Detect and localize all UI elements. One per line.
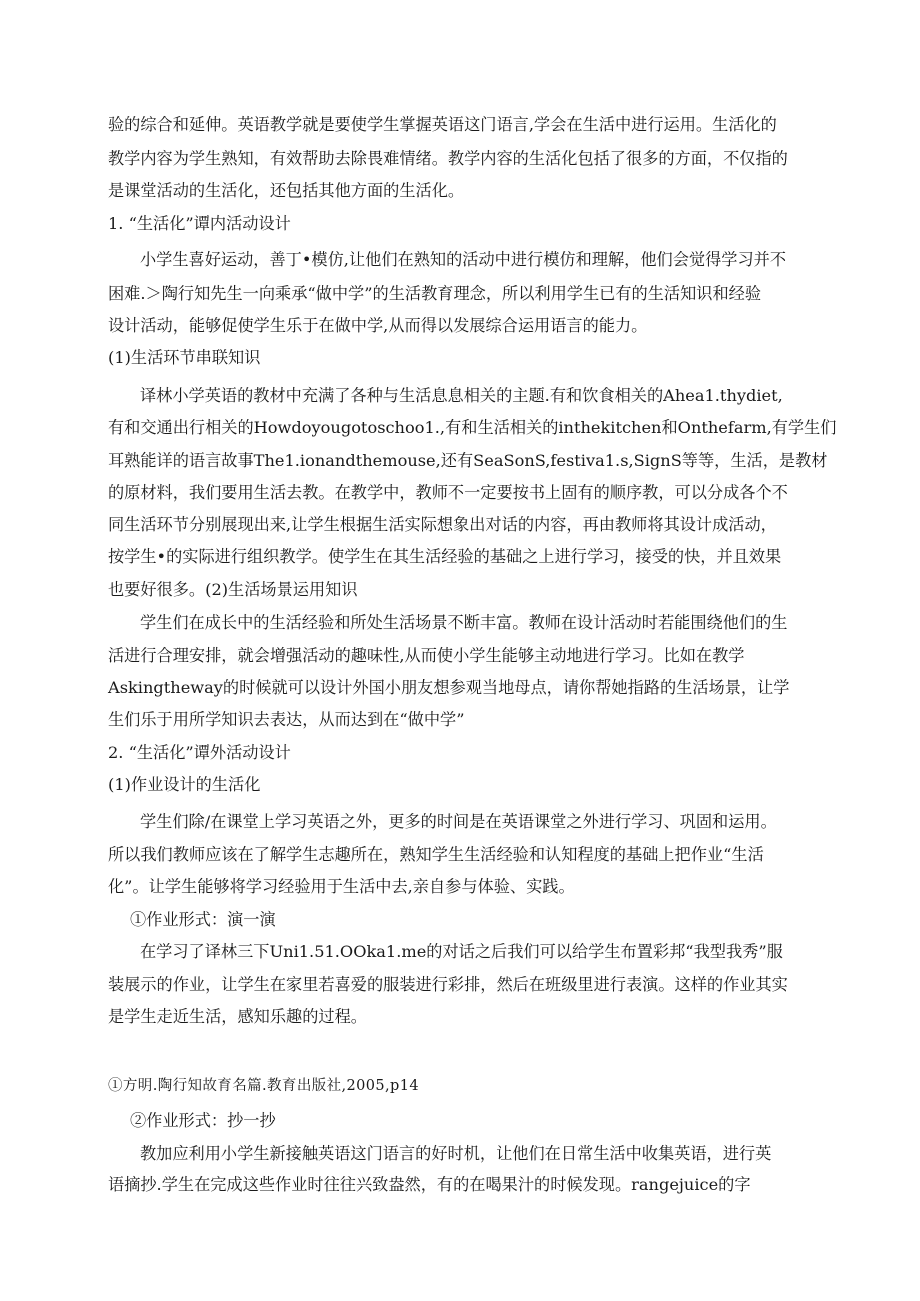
body-text-line: 语摘抄.学生在完成这些作业时往往兴致盎然，有的在喝果汁的时候发现。rangejuice的字 — [108, 1175, 751, 1194]
body-text-line: 是学生走近生活，感知乐趣的过程。 — [108, 1007, 367, 1026]
subsection-heading: (1)作业设计的生活化 — [108, 775, 261, 794]
body-text-line: 译林小学英语的教材中充满了各种与生活息息相关的主题.有和饮食相关的Ahea1.thydiet, — [140, 386, 783, 405]
body-text-line: 所以我们教师应该在了解学生志趣所在，熟知学生生活经验和认知程度的基础上把作业“生活 — [108, 845, 764, 864]
body-text-line: 设计活动，能够促使学生乐于在做中学,从而得以发展综合运用语言的能力。 — [108, 316, 648, 335]
body-text-line: 装展示的作业，让学生在家里若喜爱的服装进行彩排，然后在班级里进行表演。这样的作业其实 — [108, 975, 788, 994]
section-heading: 1. “生活化”谭内活动设计 — [108, 214, 291, 233]
list-item-heading: ①作业形式：演一演 — [130, 910, 276, 929]
subsection-heading: (1)生活环节串联知识 — [108, 348, 261, 367]
body-text-line: 化”。让学生能够将学习经验用于生活中去,亲自参与体验、实践。 — [108, 877, 575, 896]
body-text-line: 耳熟能详的语言故事The1.ionandthemouse,还有SeaSonS,festiva1.s,SignS等等，生活，是教材 — [108, 451, 828, 470]
body-text-line: Askingtheway的时候就可以设计外国小朋友想参观当地母点，请你帮她指路的生活场景，让学 — [108, 678, 790, 697]
footnote: ①方明.陶行知故育名篇.教育出版社,2005,p14 — [108, 1078, 419, 1094]
body-text-line: 按学生•的实际进行组织教学。使学生在其生活经验的基础之上进行学习，接受的快，并且效果 — [108, 547, 782, 566]
body-text-line: 教学内容为学生熟知，有效帮助去除畏难情绪。教学内容的生活化包括了很多的方面，不仅指的 — [108, 149, 788, 168]
body-text-line: 困难.＞陶行知先生一向乘承“做中学”的生活教育理念，所以利用学生已有的生活知识和经验 — [108, 284, 762, 303]
body-text-line: 小学生喜好运动，善丁•模仿,让他们在熟知的活动中进行模仿和理解，他们会觉得学习并不 — [140, 250, 787, 269]
body-text-line: 在学习了译林三下Uni1.51.OOka1.me的对话之后我们可以给学生布置彩邦“我型我秀”服 — [140, 942, 783, 961]
body-text-line: 的原材料，我们要用生活去教。在教学中，教师不一定要按书上固有的顺序教，可以分成各个不 — [108, 483, 788, 502]
body-text-line: 同生活环节分别展现出来,让学生根据生活实际想象出对话的内容，再由教师将其设计成活动， — [108, 515, 777, 534]
list-item-heading: ②作业形式：抄一抄 — [130, 1111, 276, 1130]
body-text-line: 是课堂活动的生活化，还包括其他方面的生活化。 — [108, 181, 465, 200]
body-text-line: 学生们除/在课堂上学习英语之外，更多的时间是在英语课堂之外进行学习、巩固和运用。 — [140, 812, 777, 831]
body-text-line: 教加应利用小学生新接触英语这门语言的好时机，让他们在日常生活中收集英语，进行英 — [140, 1144, 772, 1163]
body-text-line: 学生们在成长中的生活经验和所处生活场景不断丰富。教师在设计活动时若能围绕他们的生 — [140, 613, 788, 632]
section-heading: 2. “生活化”谭外活动设计 — [108, 743, 291, 762]
body-text-line: 有和交通出行相关的Howdoyougotoschoo1.,有和生活相关的inthekitchen和Onthefarm,有学生们 — [108, 418, 837, 437]
body-text-line: 生们乐于用所学知识去表达，从而达到在“做中学” — [108, 710, 465, 729]
body-text-line: 也要好很多。(2)生活场景运用知识 — [108, 580, 358, 599]
body-text-line: 活进行合理安排，就会增强活动的趣味性,从而使小学生能够主动地进行学习。比如在教学 — [108, 646, 745, 665]
body-text-line: 验的综合和延伸。英语教学就是要使学生掌握英语这门语言,学会在生活中进行运用。生活化的 — [108, 115, 777, 134]
